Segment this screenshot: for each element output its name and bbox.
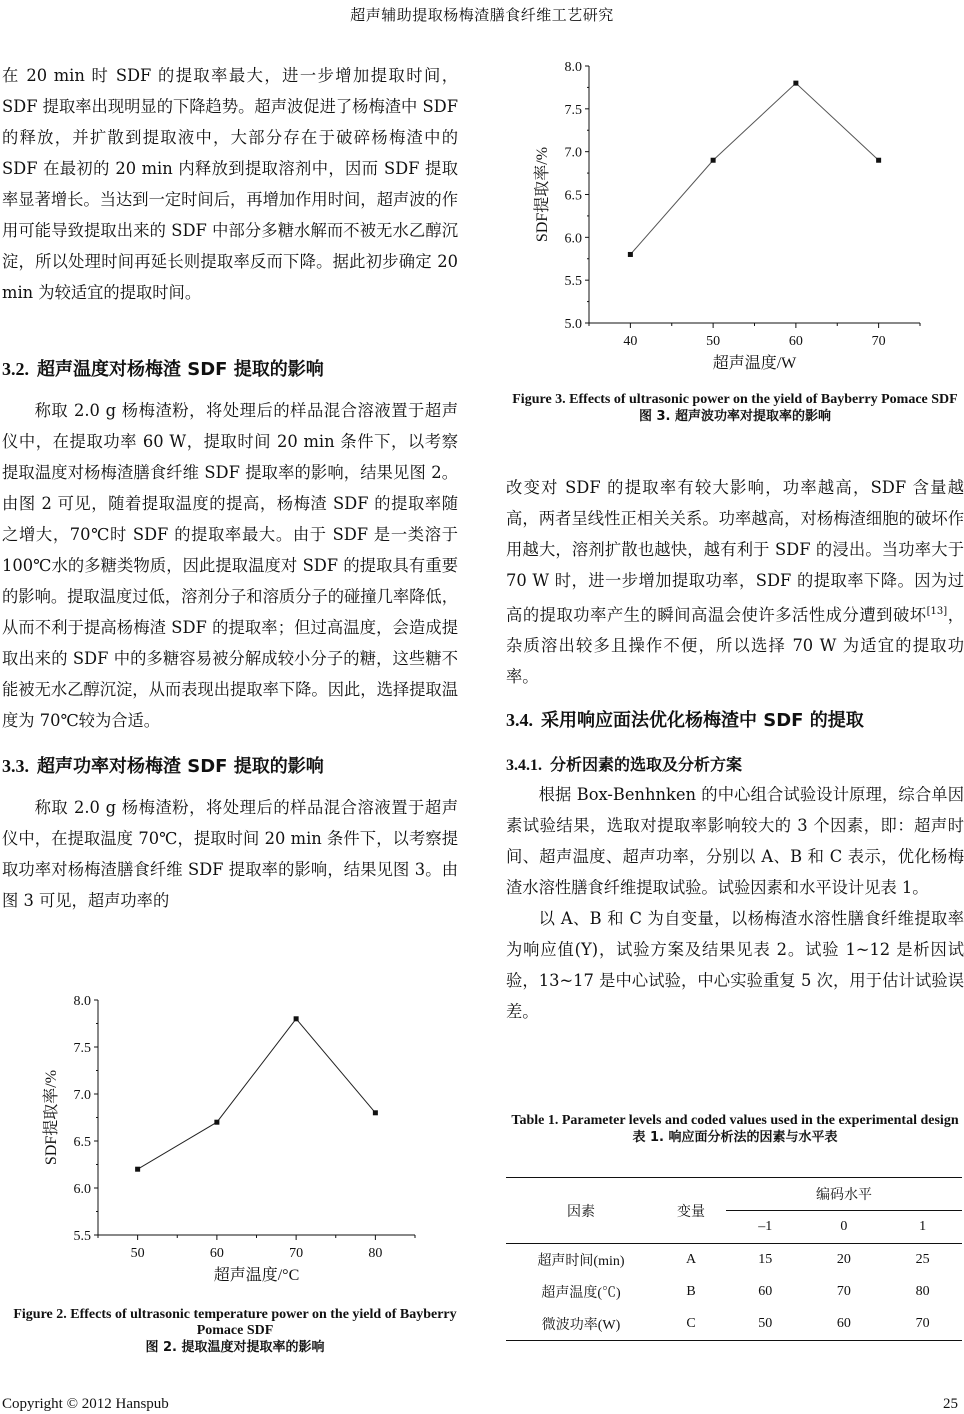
- y-tick-label: 7.0: [564, 145, 582, 161]
- figure-3-chart: [506, 52, 964, 382]
- section-title: 超声功率对杨梅渣 SDF 提取的影响: [37, 756, 324, 777]
- section-3-4-1-paragraph-1: 根据 Box-Benhnken 的中心组合试验设计原理，综合单因素试验结果，选取对提取率影响较大的 3 个因素，即：超声时间、超声温度、超声功率，分别以 A、B 和 C 表示，优化杨梅渣水溶性膳食纤维提取试验。试验因素和水平设计见表 1。: [506, 785, 964, 898]
- y-tick-label: 5.0: [564, 317, 582, 332]
- y-tick-label: 5.5: [73, 1229, 91, 1244]
- cell-factor: 超声时间(min): [537, 1254, 625, 1269]
- y-tick-label: 7.5: [564, 102, 582, 118]
- section-title: 分析因素的选取及分析方案: [550, 755, 743, 775]
- section-3-3-continued: [506, 472, 964, 692]
- y-tick-label: 6.0: [564, 231, 582, 247]
- x-tick-label: 70: [289, 1246, 304, 1261]
- footer-copyright: Copyright © 2012 Hanspub: [2, 1396, 169, 1412]
- x-tick-label: 50: [130, 1246, 145, 1261]
- section-3-2-heading: [2, 355, 458, 381]
- running-header: 超声辅助提取杨梅渣膳食纤维工艺研究: [350, 6, 614, 24]
- footer-page-number: 25: [943, 1396, 958, 1412]
- right-column: [506, 472, 964, 1027]
- figure-2-caption-cn: 图 2. 提取温度对提取率的影响: [145, 1340, 325, 1355]
- x-tick-label: 60: [788, 334, 803, 349]
- left-column: [2, 60, 458, 916]
- header-variable: 变量: [677, 1204, 705, 1220]
- section-3-3-heading: [2, 752, 458, 778]
- header-level: 1: [919, 1219, 927, 1234]
- section-number: 3.4.1.: [506, 757, 542, 775]
- data-point: [876, 158, 881, 163]
- y-tick-label: 6.5: [73, 1135, 91, 1150]
- figure-2-chart: [0, 985, 470, 1295]
- y-tick-label: 8.0: [564, 60, 582, 75]
- y-tick-label: 7.0: [73, 1088, 91, 1103]
- citation-ref[interactable]: [13]: [926, 606, 948, 617]
- y-axis-label: SDF提取率/%: [43, 1069, 60, 1166]
- figure-3-caption-en: Figure 3. Effects of ultrasonic power on the yield of Bayberry Pomace SDF: [512, 392, 958, 407]
- data-point: [135, 1167, 140, 1172]
- header-coded-level: 编码水平: [726, 1178, 962, 1211]
- table-row: [506, 1308, 962, 1341]
- data-point: [214, 1120, 219, 1125]
- header-factor: 因素: [567, 1204, 595, 1220]
- table-1: [506, 1113, 964, 1341]
- figure-2: [0, 985, 470, 1357]
- x-tick-label: 60: [209, 1246, 224, 1261]
- x-tick-label: 40: [623, 334, 638, 349]
- section-number: 3.2.: [2, 359, 29, 379]
- cell-value: 70: [915, 1316, 930, 1331]
- y-tick-label: 6.0: [73, 1182, 91, 1197]
- parameter-levels-table: [506, 1177, 962, 1341]
- cell-value: 60: [836, 1316, 851, 1331]
- cell-value: 60: [758, 1284, 773, 1299]
- series-line: [138, 1019, 376, 1169]
- cell-value: 50: [758, 1316, 773, 1331]
- table-row: [506, 1276, 962, 1308]
- cell-value: 80: [915, 1284, 930, 1299]
- y-tick-label: 6.5: [564, 188, 582, 204]
- section-3-2-paragraph: 称取 2.0 g 杨梅渣粉，将处理后的样品混合溶液置于超声仪中，在提取功率 60 W，提取时间 20 min 条件下，以考察提取温度对杨梅渣膳食纤维 SDF 提取率的影响，结果见图 2。由图 2 可见，随着提取温度的提高，杨梅渣 SDF 的提取率随之增大，70℃时 SDF 的提取率最大。由于 SDF 是一类溶于 100℃水的多糖类物质，因此提取温度对 SDF 的提取具有重要的影响。提取温度过低，溶剂分子和溶质分子的碰撞几率降低，从而不利于提高杨梅渣 SDF 的提取率；但过高温度，会造成提取出来的 SDF 中的多糖容易被分解成较小分子的糖，这些糖不能被无水乙醇沉淀，从而表现出提取率下降。因此，选择提取温度为 70℃较为合适。: [2, 401, 458, 730]
- cell-factor: 微波功率(W): [541, 1318, 621, 1333]
- section-title: 采用响应面法优化杨梅渣中 SDF 的提取: [541, 710, 864, 732]
- table-1-caption-en: Table 1. Parameter levels and coded values used in the experimental design: [511, 1113, 959, 1128]
- y-tick-label: 8.0: [73, 994, 91, 1009]
- text-run: ，杂质溶出较多且操作不便，所以选择 70 W 为适宜的提取功率。: [506, 605, 964, 687]
- y-tick-label: 7.5: [73, 1041, 91, 1056]
- figure-2-caption-en: Figure 2. Effects of ultrasonic temperature power on the yield of Bayberry Pomace SDF: [13, 1307, 457, 1338]
- section-3-4-heading: [506, 706, 964, 732]
- y-tick-label: 5.5: [564, 274, 582, 290]
- data-point: [711, 158, 716, 163]
- cell-variable: B: [686, 1284, 696, 1299]
- intro-paragraph: 在 20 min 时 SDF 的提取率最大，进一步增加提取时间，SDF 提取率出现明显的下降趋势。超声波促进了杨梅渣中 SDF 的释放，并扩散到提取液中，大部分存在于破碎杨梅渣中的 SDF 在最初的 20 min 内释放到提取溶剂中，因而 SDF 提取率显著增长。当达到一定时间后，再增加作用时间，超声波的作用可能导致提取出来的 SDF 中部分多糖水解而不被无水乙醇沉淀，所以处理时间再延长则提取率反而下降。据此初步确定 20 min 为较适宜的提取时间。: [2, 66, 458, 302]
- section-3-4-1-heading: [506, 752, 964, 775]
- cell-value: 25: [915, 1252, 930, 1267]
- cell-value: 70: [836, 1284, 851, 1299]
- data-point: [628, 252, 633, 257]
- cell-variable: A: [685, 1252, 697, 1267]
- x-tick-label: 50: [706, 334, 721, 349]
- x-tick-label: 70: [871, 334, 886, 349]
- figure-3-caption-cn: 图 3. 超声波功率对提取率的影响: [638, 409, 832, 424]
- cell-variable: C: [686, 1316, 696, 1331]
- figure-3: [506, 52, 964, 426]
- section-number: 3.4.: [506, 710, 533, 731]
- data-point: [373, 1110, 378, 1115]
- series-line: [630, 83, 878, 254]
- header-level: –1: [758, 1219, 773, 1234]
- section-3-3-paragraph: 称取 2.0 g 杨梅渣粉，将处理后的样品混合溶液置于超声仪中，在提取温度 70℃，提取时间 20 min 条件下，以考察提取功率对杨梅渣膳食纤维 SDF 提取率的影响，结果见图 3。由图 3 可见，超声功率的: [2, 798, 458, 910]
- table-1-caption-cn: 表 1. 响应面分析法的因素与水平表: [632, 1130, 838, 1145]
- y-axis-label: SDF提取率/%: [534, 146, 551, 243]
- section-number: 3.3.: [2, 756, 29, 776]
- section-3-4-1-paragraph-2: 以 A、B 和 C 为自变量，以杨梅渣水溶性膳食纤维提取率为响应值(Y)，试验方案及结果见表 2。试验 1~12 是析因试验，13~17 是中心试验，中心实验重复 5 次，用于估计试验误差。: [506, 909, 964, 1022]
- cell-value: 20: [836, 1252, 851, 1267]
- header-level: 0: [840, 1219, 848, 1234]
- x-axis-label: 超声温度/°C: [213, 1267, 300, 1284]
- data-point: [294, 1016, 299, 1021]
- x-tick-label: 80: [368, 1246, 383, 1261]
- section-title: 超声温度对杨梅渣 SDF 提取的影响: [37, 359, 324, 380]
- x-axis-label: 超声温度/W: [712, 355, 797, 372]
- data-point: [793, 81, 798, 86]
- table-row: [506, 1244, 962, 1277]
- cell-value: 15: [758, 1252, 773, 1267]
- cell-factor: 超声温度(℃): [541, 1286, 621, 1301]
- text-run: 改变对 SDF 的提取率有较大影响，功率越高，SDF 含量越高，两者呈线性正相关关系。功率越高，对杨梅渣细胞的破坏作用越大，溶剂扩散也越快，越有利于 SDF 的浸出。当功率大于 70 W 时，进一步增加提取功率，SDF 的提取率下降。因为过高的提取功率产生的瞬间高温会使许多活性成分遭到破坏: [506, 478, 964, 625]
